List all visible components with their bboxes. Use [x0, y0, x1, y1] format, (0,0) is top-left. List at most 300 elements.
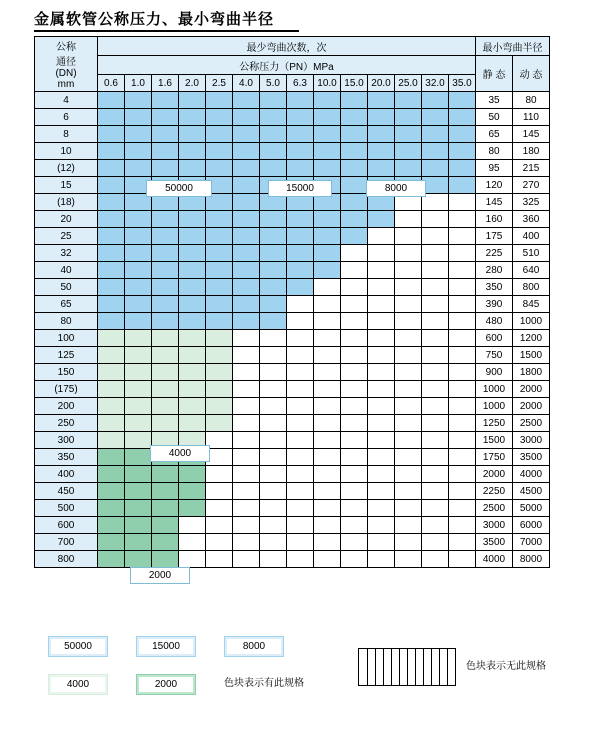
cell-r15-c8 [314, 347, 341, 364]
cell-r6-c9 [341, 194, 368, 211]
cell-r12-c3 [179, 296, 206, 313]
cell-r1-c6 [260, 109, 287, 126]
cell-r23-c10 [368, 483, 395, 500]
cell-r0-c13 [449, 92, 476, 109]
row-dn-label: 65 [35, 296, 98, 313]
cell-r1-c11 [395, 109, 422, 126]
cell-r18-c0 [98, 398, 125, 415]
cell-r17-c9 [341, 381, 368, 398]
cell-r1-c4 [206, 109, 233, 126]
row-radius-static: 750 [476, 347, 513, 364]
cell-r19-c7 [287, 415, 314, 432]
cell-r13-c5 [233, 313, 260, 330]
cell-r18-c12 [422, 398, 449, 415]
overlay-8000: 8000 [366, 180, 426, 197]
pn-header-2: 1.6 [152, 75, 179, 92]
cell-r13-c13 [449, 313, 476, 330]
cell-r27-c12 [422, 551, 449, 568]
cell-r18-c11 [395, 398, 422, 415]
table-row [35, 381, 550, 398]
cell-r9-c10 [368, 245, 395, 262]
cell-r7-c5 [233, 211, 260, 228]
cell-r1-c0 [98, 109, 125, 126]
header-row-pressure-values [35, 75, 550, 92]
row-dn-label: 800 [35, 551, 98, 568]
cell-r13-c3 [179, 313, 206, 330]
cell-r21-c8 [314, 449, 341, 466]
cell-r23-c1 [125, 483, 152, 500]
cell-r13-c1 [125, 313, 152, 330]
cell-r4-c10 [368, 160, 395, 177]
cell-r23-c0 [98, 483, 125, 500]
cell-r12-c9 [341, 296, 368, 313]
cell-r10-c11 [395, 262, 422, 279]
cell-r1-c9 [341, 109, 368, 126]
cell-r27-c10 [368, 551, 395, 568]
cell-r3-c8 [314, 143, 341, 160]
pn-header-5: 4.0 [233, 75, 260, 92]
row-radius-dynamic: 110 [513, 109, 550, 126]
cell-r8-c10 [368, 228, 395, 245]
cell-r12-c4 [206, 296, 233, 313]
cell-r10-c4 [206, 262, 233, 279]
cell-r3-c1 [125, 143, 152, 160]
row-radius-dynamic: 1500 [513, 347, 550, 364]
cell-r18-c8 [314, 398, 341, 415]
table-row [35, 330, 550, 347]
cell-r7-c12 [422, 211, 449, 228]
cell-r3-c9 [341, 143, 368, 160]
cell-r24-c4 [206, 500, 233, 517]
cell-r7-c8 [314, 211, 341, 228]
cell-r20-c10 [368, 432, 395, 449]
cell-r23-c13 [449, 483, 476, 500]
table-row [35, 126, 550, 143]
cell-r19-c11 [395, 415, 422, 432]
cell-r19-c4 [206, 415, 233, 432]
cell-r7-c1 [125, 211, 152, 228]
row-radius-static: 350 [476, 279, 513, 296]
row-radius-static: 2000 [476, 466, 513, 483]
cell-r20-c6 [260, 432, 287, 449]
cell-r5-c5 [233, 177, 260, 194]
cell-r27-c9 [341, 551, 368, 568]
pn-header-9: 15.0 [341, 75, 368, 92]
cell-r3-c5 [233, 143, 260, 160]
row-radius-dynamic: 1000 [513, 313, 550, 330]
cell-r7-c13 [449, 211, 476, 228]
cell-r8-c0 [98, 228, 125, 245]
cell-r23-c4 [206, 483, 233, 500]
row-radius-static: 65 [476, 126, 513, 143]
table-row [35, 313, 550, 330]
cell-r4-c1 [125, 160, 152, 177]
cell-r27-c5 [233, 551, 260, 568]
row-dn-label: 50 [35, 279, 98, 296]
cell-r9-c0 [98, 245, 125, 262]
cell-r22-c3 [179, 466, 206, 483]
cell-r11-c10 [368, 279, 395, 296]
cell-r8-c4 [206, 228, 233, 245]
pn-header-13: 35.0 [449, 75, 476, 92]
table-row [35, 245, 550, 262]
legend-item-8000: 8000 [224, 636, 284, 657]
table-row [35, 92, 550, 109]
row-radius-dynamic: 6000 [513, 517, 550, 534]
cell-r23-c3 [179, 483, 206, 500]
dn-header-cell [35, 37, 98, 92]
cell-r0-c7 [287, 92, 314, 109]
cell-r9-c5 [233, 245, 260, 262]
cell-r26-c4 [206, 534, 233, 551]
cell-r15-c11 [395, 347, 422, 364]
row-dn-label: 20 [35, 211, 98, 228]
row-radius-dynamic: 180 [513, 143, 550, 160]
row-dn-label: 80 [35, 313, 98, 330]
cell-r1-c12 [422, 109, 449, 126]
cell-r2-c4 [206, 126, 233, 143]
cell-r18-c1 [125, 398, 152, 415]
cell-r1-c8 [314, 109, 341, 126]
row-dn-label: 40 [35, 262, 98, 279]
cell-r26-c9 [341, 534, 368, 551]
cell-r12-c12 [422, 296, 449, 313]
cell-r8-c11 [395, 228, 422, 245]
cell-r25-c3 [179, 517, 206, 534]
cell-r10-c8 [314, 262, 341, 279]
cell-r23-c2 [152, 483, 179, 500]
cell-r4-c13 [449, 160, 476, 177]
cell-r8-c5 [233, 228, 260, 245]
cell-r17-c10 [368, 381, 395, 398]
cell-r7-c2 [152, 211, 179, 228]
cell-r3-c11 [395, 143, 422, 160]
cell-r20-c0 [98, 432, 125, 449]
cell-r15-c5 [233, 347, 260, 364]
cell-r0-c2 [152, 92, 179, 109]
cell-r5-c0 [98, 177, 125, 194]
cell-r0-c1 [125, 92, 152, 109]
row-radius-static: 4000 [476, 551, 513, 568]
cell-r18-c2 [152, 398, 179, 415]
table-row [35, 143, 550, 160]
table-row [35, 432, 550, 449]
cell-r22-c11 [395, 466, 422, 483]
cell-r25-c6 [260, 517, 287, 534]
pn-header-7: 6.3 [287, 75, 314, 92]
cell-r19-c6 [260, 415, 287, 432]
row-radius-static: 35 [476, 92, 513, 109]
nominal-pressure-header: 公称压力（PN）MPa [98, 56, 476, 75]
cell-r27-c6 [260, 551, 287, 568]
cell-r13-c9 [341, 313, 368, 330]
row-radius-dynamic: 5000 [513, 500, 550, 517]
cell-r1-c7 [287, 109, 314, 126]
row-dn-label: 4 [35, 92, 98, 109]
cell-r22-c13 [449, 466, 476, 483]
cell-r3-c2 [152, 143, 179, 160]
cell-r19-c9 [341, 415, 368, 432]
table-row [35, 228, 550, 245]
row-radius-dynamic: 7000 [513, 534, 550, 551]
cell-r12-c1 [125, 296, 152, 313]
cell-r22-c2 [152, 466, 179, 483]
row-radius-static: 225 [476, 245, 513, 262]
cell-r10-c13 [449, 262, 476, 279]
cell-r19-c13 [449, 415, 476, 432]
overlay-4000: 4000 [150, 445, 210, 462]
cell-r20-c5 [233, 432, 260, 449]
cell-r11-c1 [125, 279, 152, 296]
cell-r2-c1 [125, 126, 152, 143]
cell-r0-c3 [179, 92, 206, 109]
cell-r15-c9 [341, 347, 368, 364]
cell-r4-c2 [152, 160, 179, 177]
dn-header-line-4: mm [57, 79, 75, 90]
row-radius-dynamic: 145 [513, 126, 550, 143]
cell-r10-c1 [125, 262, 152, 279]
cell-r16-c3 [179, 364, 206, 381]
cell-r13-c11 [395, 313, 422, 330]
cell-r9-c2 [152, 245, 179, 262]
cell-r8-c2 [152, 228, 179, 245]
row-radius-dynamic: 845 [513, 296, 550, 313]
cell-r20-c11 [395, 432, 422, 449]
cell-r1-c3 [179, 109, 206, 126]
cell-r3-c12 [422, 143, 449, 160]
cell-r24-c2 [152, 500, 179, 517]
cell-r16-c10 [368, 364, 395, 381]
bend-radius-header: 最小弯曲半径 [476, 37, 550, 56]
cell-r26-c8 [314, 534, 341, 551]
cell-r8-c1 [125, 228, 152, 245]
cell-r12-c2 [152, 296, 179, 313]
cell-r4-c6 [260, 160, 287, 177]
cell-r19-c10 [368, 415, 395, 432]
table-row [35, 551, 550, 568]
cell-r2-c12 [422, 126, 449, 143]
cell-r4-c12 [422, 160, 449, 177]
cell-r10-c3 [179, 262, 206, 279]
overlay-15000: 15000 [268, 180, 332, 197]
cell-r3-c0 [98, 143, 125, 160]
row-radius-dynamic: 640 [513, 262, 550, 279]
row-radius-dynamic: 2000 [513, 381, 550, 398]
cell-r15-c2 [152, 347, 179, 364]
cell-r15-c13 [449, 347, 476, 364]
row-radius-static: 2500 [476, 500, 513, 517]
row-radius-static: 600 [476, 330, 513, 347]
cell-r14-c13 [449, 330, 476, 347]
overlay-2000: 2000 [130, 567, 190, 584]
cell-r23-c5 [233, 483, 260, 500]
row-radius-static: 2250 [476, 483, 513, 500]
cell-r14-c12 [422, 330, 449, 347]
cell-r9-c9 [341, 245, 368, 262]
cell-r16-c7 [287, 364, 314, 381]
cell-r16-c4 [206, 364, 233, 381]
table-row [35, 296, 550, 313]
cell-r12-c13 [449, 296, 476, 313]
cell-r22-c9 [341, 466, 368, 483]
cell-r25-c10 [368, 517, 395, 534]
row-radius-dynamic: 2000 [513, 398, 550, 415]
cell-r21-c11 [395, 449, 422, 466]
cell-r11-c9 [341, 279, 368, 296]
row-radius-static: 50 [476, 109, 513, 126]
cell-r10-c7 [287, 262, 314, 279]
row-dn-label: (12) [35, 160, 98, 177]
row-radius-static: 3000 [476, 517, 513, 534]
row-radius-static: 280 [476, 262, 513, 279]
cell-r11-c11 [395, 279, 422, 296]
row-radius-dynamic: 8000 [513, 551, 550, 568]
cell-r13-c7 [287, 313, 314, 330]
row-radius-static: 900 [476, 364, 513, 381]
cell-r25-c7 [287, 517, 314, 534]
cell-r14-c5 [233, 330, 260, 347]
cell-r24-c0 [98, 500, 125, 517]
cell-r16-c5 [233, 364, 260, 381]
row-radius-dynamic: 215 [513, 160, 550, 177]
row-radius-static: 480 [476, 313, 513, 330]
cell-r21-c5 [233, 449, 260, 466]
cell-r25-c11 [395, 517, 422, 534]
cell-r22-c12 [422, 466, 449, 483]
cell-r22-c10 [368, 466, 395, 483]
cell-r9-c11 [395, 245, 422, 262]
cell-r24-c13 [449, 500, 476, 517]
cell-r11-c8 [314, 279, 341, 296]
cell-r15-c12 [422, 347, 449, 364]
cell-r20-c1 [125, 432, 152, 449]
row-radius-dynamic: 270 [513, 177, 550, 194]
table-row [35, 415, 550, 432]
cell-r8-c9 [341, 228, 368, 245]
cell-r9-c8 [314, 245, 341, 262]
cell-r21-c12 [422, 449, 449, 466]
row-radius-dynamic: 4500 [513, 483, 550, 500]
cell-r12-c7 [287, 296, 314, 313]
cell-r16-c11 [395, 364, 422, 381]
cell-r4-c8 [314, 160, 341, 177]
cell-r14-c8 [314, 330, 341, 347]
cell-r19-c12 [422, 415, 449, 432]
cell-r25-c13 [449, 517, 476, 534]
cell-r16-c0 [98, 364, 125, 381]
row-dn-label: 300 [35, 432, 98, 449]
cell-r14-c6 [260, 330, 287, 347]
cell-r13-c6 [260, 313, 287, 330]
cell-r23-c6 [260, 483, 287, 500]
cell-r8-c3 [179, 228, 206, 245]
row-radius-static: 3500 [476, 534, 513, 551]
legend-note-hatch: 色块表示无此规格 [466, 661, 546, 672]
row-dn-label: 450 [35, 483, 98, 500]
cell-r26-c5 [233, 534, 260, 551]
cell-r23-c9 [341, 483, 368, 500]
cell-r25-c0 [98, 517, 125, 534]
cell-r21-c7 [287, 449, 314, 466]
legend-item-50000: 50000 [48, 636, 108, 657]
cell-r27-c4 [206, 551, 233, 568]
pn-header-12: 32.0 [422, 75, 449, 92]
table-row [35, 364, 550, 381]
cell-r27-c8 [314, 551, 341, 568]
cell-r23-c8 [314, 483, 341, 500]
pn-header-6: 5.0 [260, 75, 287, 92]
pn-header-11: 25.0 [395, 75, 422, 92]
cell-r17-c2 [152, 381, 179, 398]
cell-r2-c0 [98, 126, 125, 143]
cell-r7-c0 [98, 211, 125, 228]
header-row-2 [35, 56, 550, 75]
cell-r24-c5 [233, 500, 260, 517]
cell-r16-c2 [152, 364, 179, 381]
cell-r26-c3 [179, 534, 206, 551]
cell-r12-c5 [233, 296, 260, 313]
cell-r17-c13 [449, 381, 476, 398]
cell-r24-c9 [341, 500, 368, 517]
cell-r22-c6 [260, 466, 287, 483]
row-dn-label: (18) [35, 194, 98, 211]
cell-r15-c1 [125, 347, 152, 364]
pn-header-4: 2.5 [206, 75, 233, 92]
cell-r12-c10 [368, 296, 395, 313]
cell-r11-c3 [179, 279, 206, 296]
cell-r7-c9 [341, 211, 368, 228]
row-dn-label: 8 [35, 126, 98, 143]
table-row [35, 279, 550, 296]
cell-r23-c12 [422, 483, 449, 500]
cell-r11-c4 [206, 279, 233, 296]
row-dn-label: 200 [35, 398, 98, 415]
table-row [35, 109, 550, 126]
row-dn-label: 15 [35, 177, 98, 194]
cell-r11-c6 [260, 279, 287, 296]
cell-r24-c10 [368, 500, 395, 517]
cell-r25-c12 [422, 517, 449, 534]
cell-r12-c6 [260, 296, 287, 313]
cell-r5-c13 [449, 177, 476, 194]
cell-r27-c2 [152, 551, 179, 568]
row-radius-dynamic: 360 [513, 211, 550, 228]
radius-dynamic-header: 动 态 [513, 56, 550, 92]
cell-r13-c12 [422, 313, 449, 330]
cell-r9-c3 [179, 245, 206, 262]
cell-r14-c4 [206, 330, 233, 347]
row-radius-static: 1000 [476, 381, 513, 398]
cell-r0-c10 [368, 92, 395, 109]
cell-r27-c1 [125, 551, 152, 568]
cell-r20-c8 [314, 432, 341, 449]
cell-r1-c10 [368, 109, 395, 126]
row-radius-dynamic: 800 [513, 279, 550, 296]
pn-header-3: 2.0 [179, 75, 206, 92]
cell-r15-c7 [287, 347, 314, 364]
cell-r2-c13 [449, 126, 476, 143]
cell-r2-c3 [179, 126, 206, 143]
cell-r19-c5 [233, 415, 260, 432]
cell-r10-c0 [98, 262, 125, 279]
row-radius-dynamic: 80 [513, 92, 550, 109]
cell-r13-c0 [98, 313, 125, 330]
cell-r20-c12 [422, 432, 449, 449]
cell-r3-c10 [368, 143, 395, 160]
cell-r2-c9 [341, 126, 368, 143]
cell-r4-c4 [206, 160, 233, 177]
cell-r25-c4 [206, 517, 233, 534]
